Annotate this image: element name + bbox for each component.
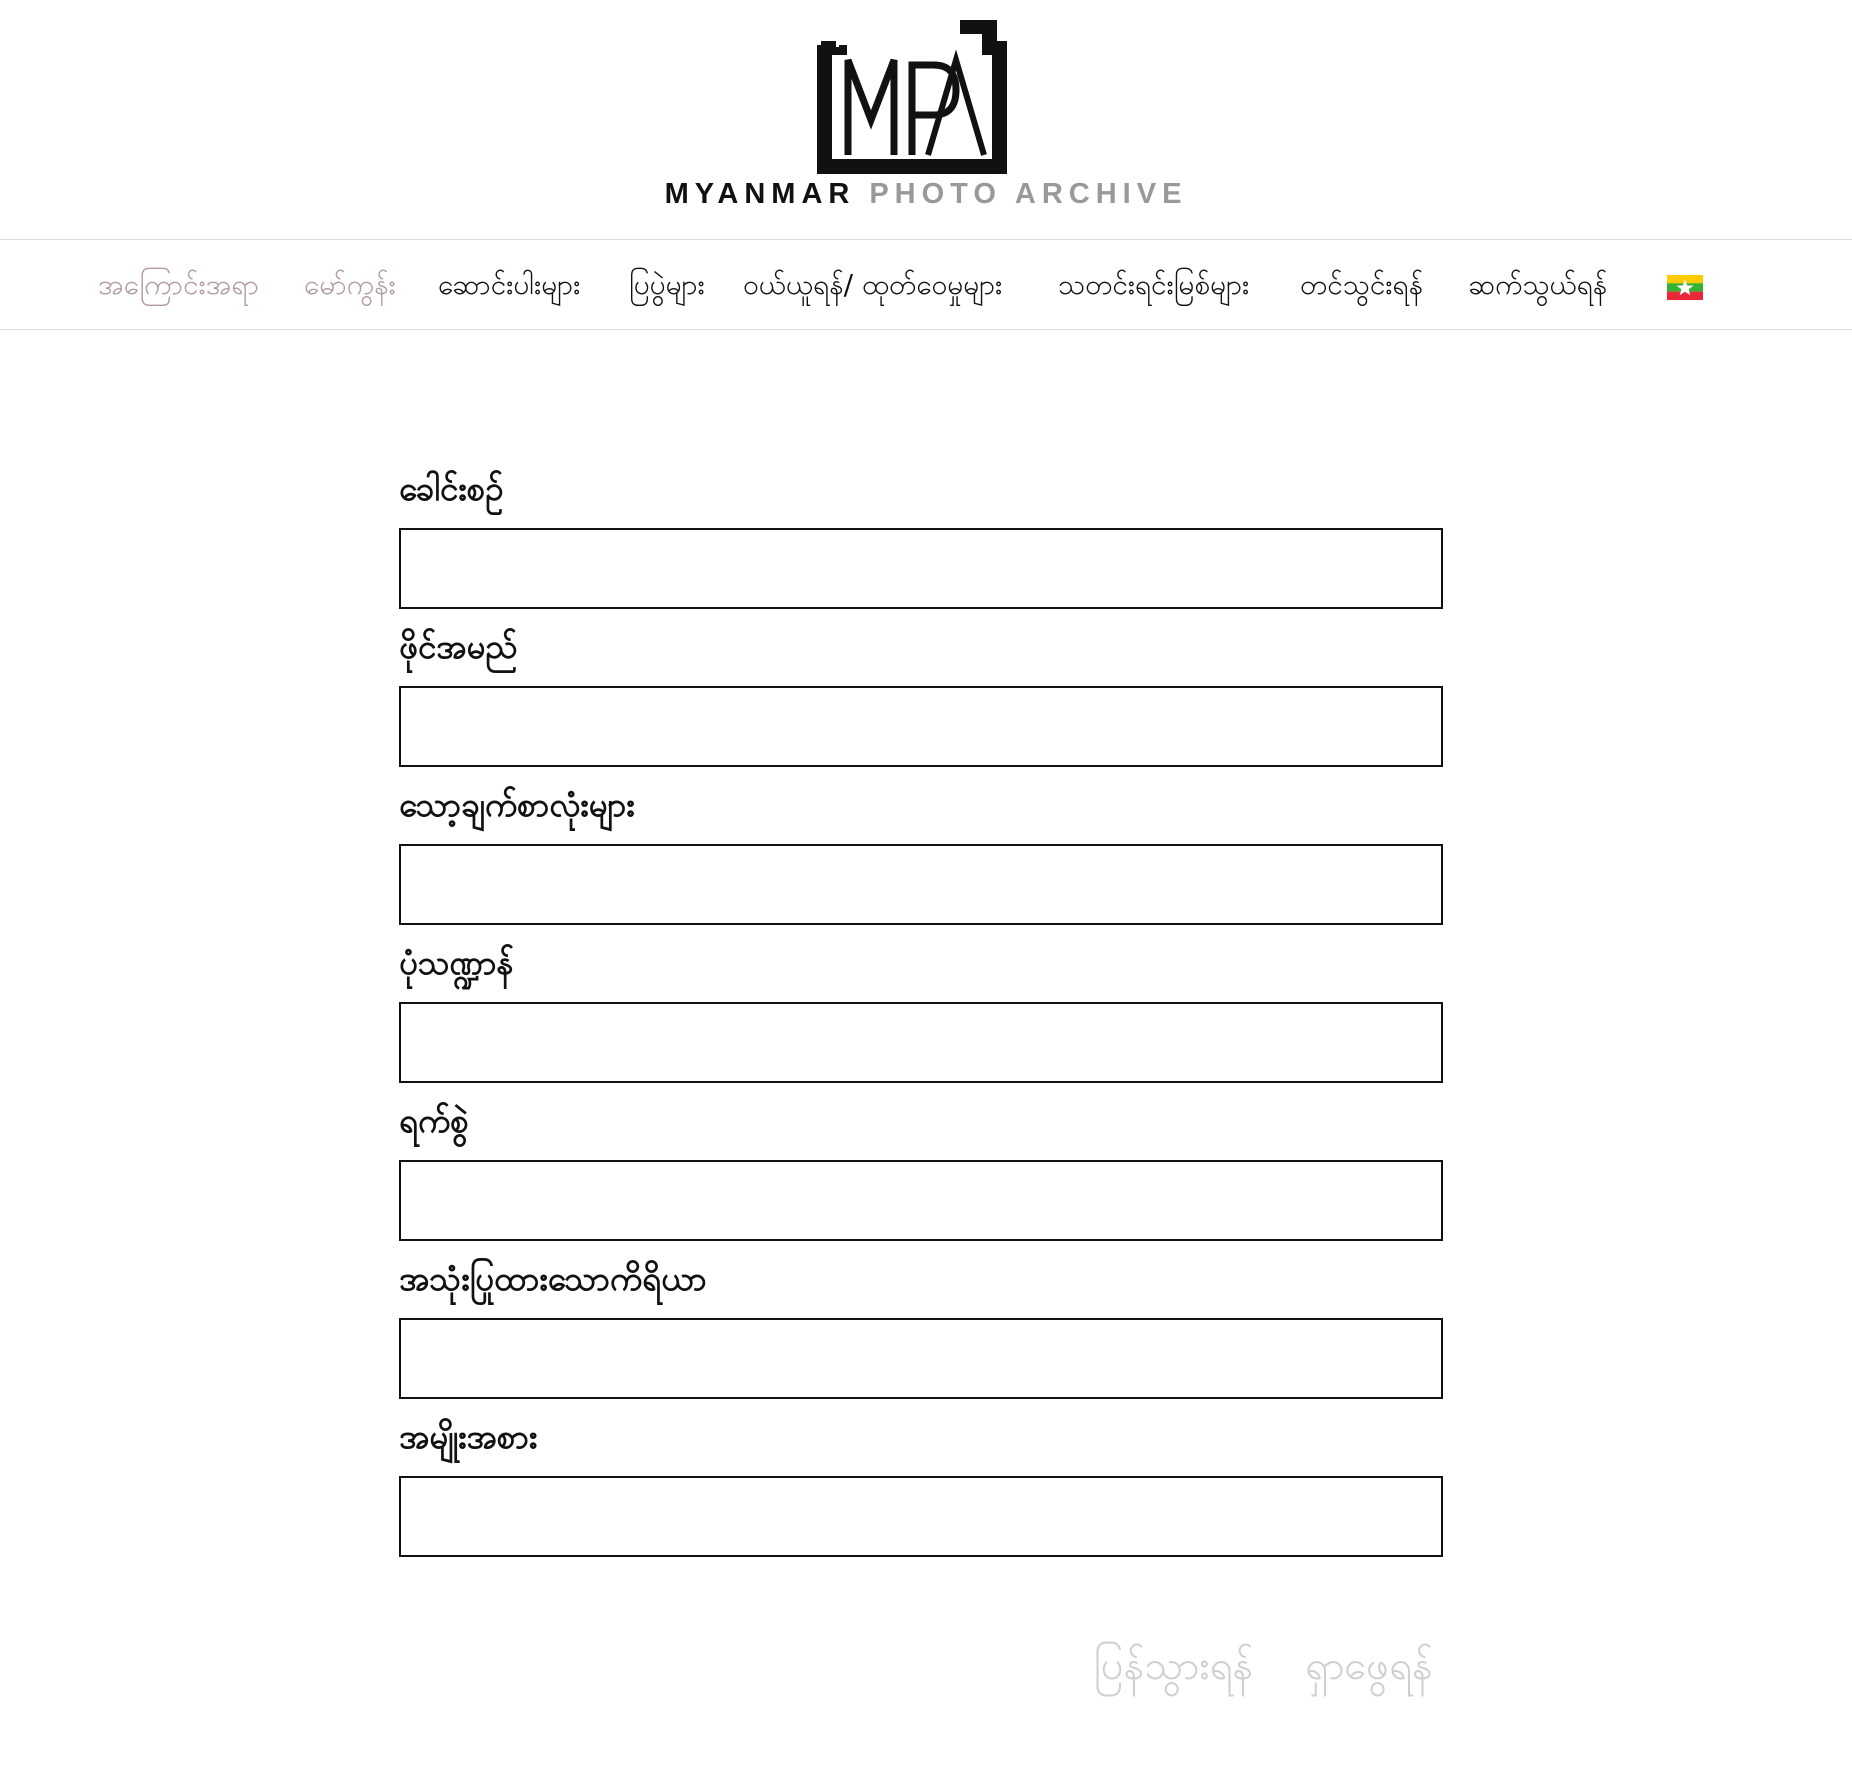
nav-item-about[interactable]: အကြောင်းအရာ <box>98 268 259 301</box>
site-title <box>0 178 1852 211</box>
category-input[interactable] <box>399 1476 1443 1557</box>
nav-list <box>0 240 1852 331</box>
search-button[interactable]: ရှာဖွေရန် <box>1305 1640 1433 1699</box>
nav-item-archive[interactable]: မော်ကွန်း <box>304 268 396 301</box>
flag-graphic <box>1667 275 1703 300</box>
nav-item-resources[interactable]: သတင်းရင်းမြစ်များ <box>1058 268 1250 301</box>
label-format: ပုံသဏ္ဍာန် <box>399 943 514 982</box>
nav-item-submit[interactable]: တင်သွင်းရန် <box>1300 268 1424 301</box>
site-header <box>0 0 1852 240</box>
nav-item-articles[interactable]: ဆောင်းပါးများ <box>438 268 581 301</box>
label-date: ရက်စွဲ <box>399 1101 469 1140</box>
back-button[interactable]: ပြန်သွားရန် <box>1094 1640 1253 1699</box>
filename-input[interactable] <box>399 686 1443 767</box>
myanmar-flag-icon[interactable] <box>1667 275 1703 300</box>
label-keywords: သော့ချက်စာလုံးများ <box>399 785 635 824</box>
label-equipment: အသုံးပြုထားသောကိရိယာ <box>399 1259 707 1298</box>
date-input[interactable] <box>399 1160 1443 1241</box>
keywords-input[interactable] <box>399 844 1443 925</box>
label-filename: ဖိုင်အမည် <box>399 627 518 666</box>
logo-word-photo-archive: PHOTO ARCHIVE <box>869 178 1188 210</box>
nav-item-exhibitions[interactable]: ပြပွဲများ <box>629 268 705 301</box>
nav-item-contact[interactable]: ဆက်သွယ်ရန် <box>1468 268 1608 301</box>
title-input[interactable] <box>399 528 1443 609</box>
mpa-logo-icon[interactable] <box>816 20 1008 176</box>
equipment-input[interactable] <box>399 1318 1443 1399</box>
label-category: အမျိုးအစား <box>399 1417 538 1456</box>
label-title: ခေါင်းစဉ် <box>399 469 504 508</box>
nav-item-publications[interactable]: ဝယ်ယူရန်/ ထုတ်ဝေမှုများ <box>743 268 1003 301</box>
main-navigation <box>0 239 1852 330</box>
logo-word-myanmar: MYANMAR <box>664 178 856 210</box>
format-input[interactable] <box>399 1002 1443 1083</box>
